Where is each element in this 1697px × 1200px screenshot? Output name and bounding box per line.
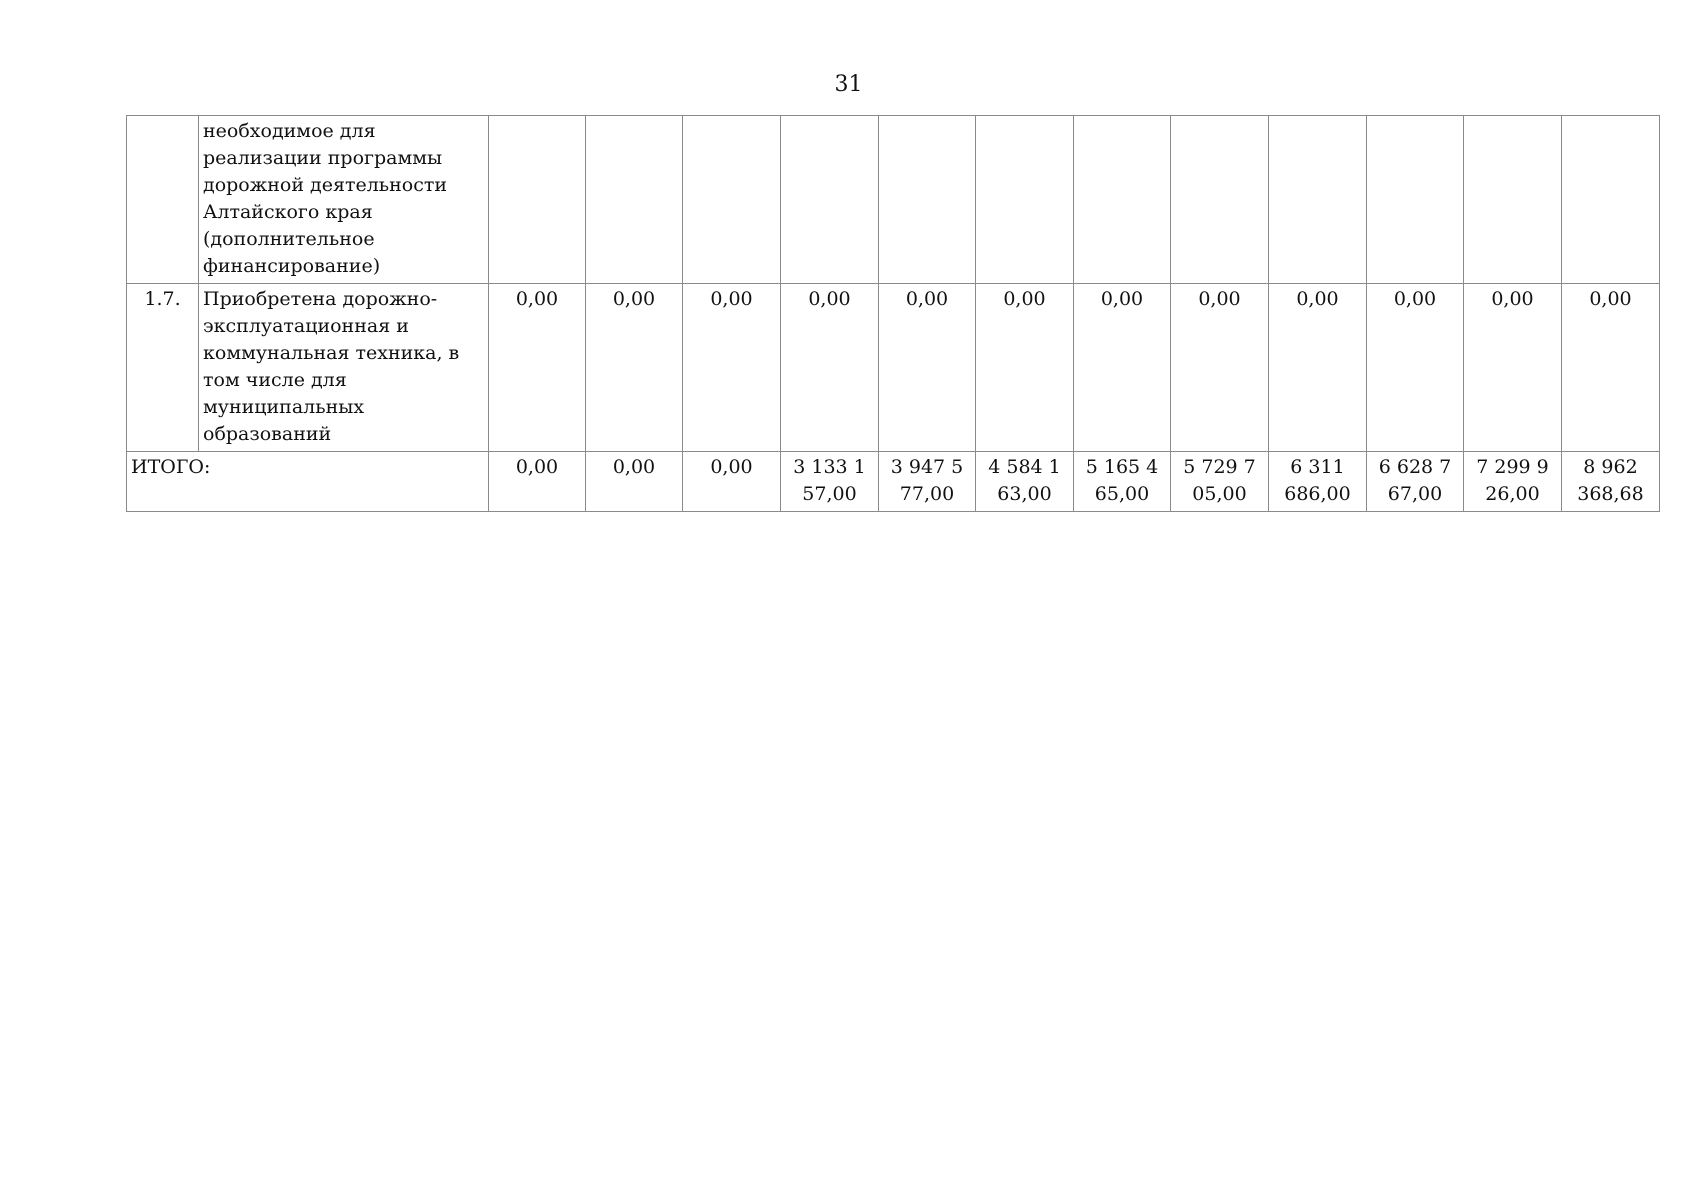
total-value-cell bbox=[781, 452, 879, 512]
value-cell: 0,00 bbox=[586, 284, 683, 452]
page-number: 31 bbox=[834, 72, 863, 97]
value-cell bbox=[1269, 116, 1367, 284]
value-cell bbox=[586, 116, 683, 284]
row-number: 1.7. bbox=[127, 284, 199, 452]
description-line: (дополнительное bbox=[203, 228, 375, 250]
value-cell: 0,00 bbox=[683, 284, 781, 452]
value-cell: 0,00 bbox=[879, 284, 976, 452]
total-value-line: 67,00 bbox=[1387, 483, 1443, 505]
total-value-line: 26,00 bbox=[1485, 483, 1540, 505]
row-description bbox=[199, 116, 489, 284]
total-value-cell bbox=[489, 452, 586, 512]
description-line: том числе для bbox=[203, 369, 347, 391]
value-cell bbox=[879, 116, 976, 284]
total-value-line: 05,00 bbox=[1192, 483, 1247, 505]
value-cell bbox=[976, 116, 1074, 284]
total-value-cell bbox=[1269, 452, 1367, 512]
total-label: ИТОГО: bbox=[127, 452, 489, 512]
total-value-cell bbox=[879, 452, 976, 512]
value-cell: 0,00 bbox=[489, 284, 586, 452]
value-cell: 0,00 bbox=[1074, 284, 1171, 452]
total-value-line: 4 584 1 bbox=[988, 456, 1061, 478]
value-cell bbox=[1464, 116, 1562, 284]
description-line: дорожной деятельности bbox=[203, 174, 448, 196]
value-cell: 0,00 bbox=[976, 284, 1074, 452]
description-line: муниципальных bbox=[203, 396, 365, 418]
total-value-line: 0,00 bbox=[515, 456, 559, 478]
total-value-cell bbox=[1562, 452, 1660, 512]
total-value-line: 65,00 bbox=[1094, 483, 1150, 505]
description-line: реализации программы bbox=[203, 147, 443, 169]
description-line: необходимое для bbox=[203, 120, 376, 142]
value-cell bbox=[683, 116, 781, 284]
table-row bbox=[127, 116, 1660, 284]
total-value-cell bbox=[683, 452, 781, 512]
value-cell: 0,00 bbox=[1171, 284, 1269, 452]
table-body bbox=[127, 116, 1660, 512]
total-value-line: 368,68 bbox=[1577, 483, 1644, 505]
value-cell: 0,00 bbox=[1269, 284, 1367, 452]
total-value-cell bbox=[586, 452, 683, 512]
value-cell bbox=[1562, 116, 1660, 284]
total-value-line: 0,00 bbox=[710, 456, 753, 478]
total-row bbox=[127, 452, 1660, 512]
total-value-cell bbox=[1367, 452, 1464, 512]
row-number bbox=[127, 116, 199, 284]
total-value-line: 5 165 4 bbox=[1085, 456, 1159, 478]
total-value-line: 6 628 7 bbox=[1378, 456, 1452, 478]
value-cell bbox=[1367, 116, 1464, 284]
total-value-cell bbox=[1074, 452, 1171, 512]
total-value-line: 63,00 bbox=[997, 483, 1052, 505]
total-value-line: 7 299 9 bbox=[1476, 456, 1549, 478]
total-value-line: 3 133 1 bbox=[793, 456, 866, 478]
total-value-line: 77,00 bbox=[899, 483, 955, 505]
value-cell bbox=[1171, 116, 1269, 284]
total-value-line: 8 962 bbox=[1583, 456, 1638, 478]
value-cell: 0,00 bbox=[1562, 284, 1660, 452]
total-value-cell bbox=[976, 452, 1074, 512]
total-value-line: 3 947 5 bbox=[890, 456, 964, 478]
value-cell: 0,00 bbox=[1367, 284, 1464, 452]
total-value-line: 5 729 7 bbox=[1183, 456, 1256, 478]
row-description bbox=[199, 284, 489, 452]
total-value-line: 0,00 bbox=[612, 456, 656, 478]
value-cell: 0,00 bbox=[1464, 284, 1562, 452]
value-cell: 0,00 bbox=[781, 284, 879, 452]
description-line: финансирование) bbox=[203, 255, 381, 277]
description-line: Алтайского края bbox=[203, 201, 373, 223]
description-line: эксплуатационная и bbox=[203, 315, 409, 337]
table-row bbox=[127, 284, 1660, 452]
total-value-line: 6 311 bbox=[1290, 456, 1345, 478]
total-value-line: 57,00 bbox=[802, 483, 857, 505]
value-cell bbox=[489, 116, 586, 284]
description-line: образований bbox=[203, 423, 332, 445]
budget-table bbox=[126, 115, 1660, 512]
total-value-cell bbox=[1464, 452, 1562, 512]
value-cell bbox=[1074, 116, 1171, 284]
description-line: Приобретена дорожно- bbox=[203, 288, 438, 310]
value-cell bbox=[781, 116, 879, 284]
total-value-cell bbox=[1171, 452, 1269, 512]
total-value-line: 686,00 bbox=[1284, 483, 1351, 505]
description-line: коммунальная техника, в bbox=[203, 342, 460, 364]
